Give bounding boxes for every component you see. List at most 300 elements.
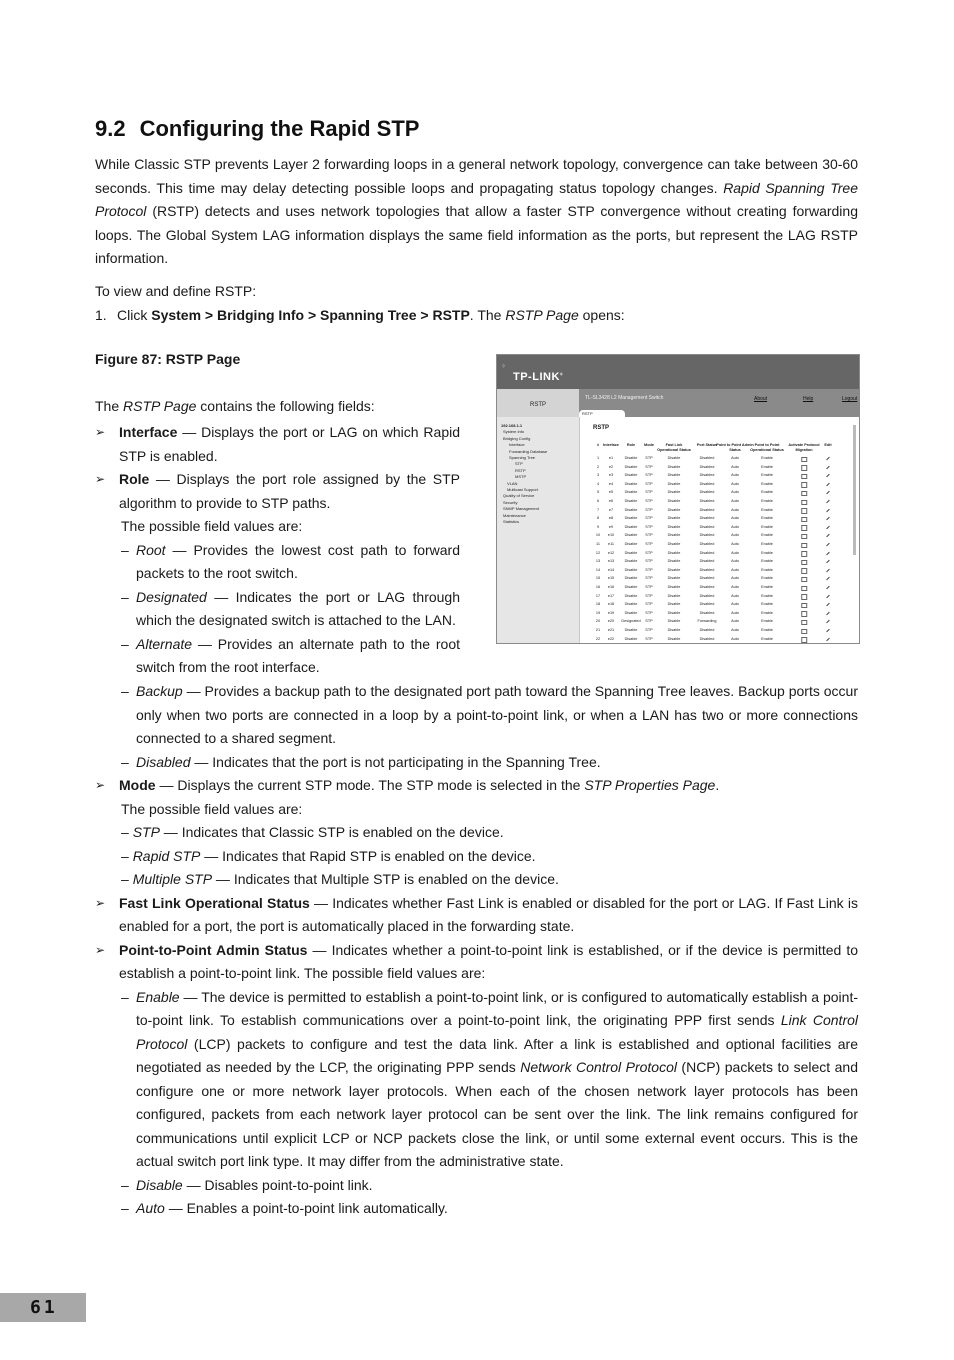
table-cell: Auto	[731, 602, 739, 607]
table-cell: e8	[608, 516, 614, 521]
table-cell: STP	[645, 559, 653, 564]
table-cell: Auto	[731, 507, 739, 512]
field-desc: — Displays the current STP mode. The STP mode is selected in the	[155, 777, 585, 793]
protocol-migration-checkbox[interactable]	[801, 543, 807, 549]
table-cell: Disabled	[699, 524, 715, 529]
table-cell: 14	[595, 567, 601, 572]
table-cell: e19	[607, 610, 615, 615]
table-cell: 19	[595, 610, 601, 615]
table-cell: Disabled	[699, 507, 715, 512]
protocol-migration-checkbox[interactable]	[801, 586, 807, 592]
protocol-migration-checkbox[interactable]	[801, 500, 807, 506]
table-cell: Auto	[731, 559, 739, 564]
table-cell: Disable	[624, 610, 638, 615]
column-header: Role	[626, 443, 636, 447]
tree-item[interactable]: STP	[515, 461, 523, 467]
table-cell: Auto	[731, 481, 739, 486]
table-cell: Enable	[761, 490, 773, 495]
value-name: Enable	[136, 988, 180, 1005]
table-cell: Disable	[624, 481, 638, 486]
tree-item[interactable]: 192.168.1.1	[501, 423, 523, 428]
values-label: The possible field values are:	[121, 518, 303, 534]
contains-line	[95, 398, 375, 414]
tree-item[interactable]: Bridging Config	[503, 435, 531, 441]
column-header: #	[596, 443, 600, 447]
edit-pencil-icon[interactable]	[826, 551, 830, 555]
protocol-migration-checkbox[interactable]	[801, 474, 807, 480]
step-pre: Click	[117, 307, 152, 323]
edit-pencil-icon[interactable]	[826, 586, 830, 590]
table-cell: STP	[645, 628, 653, 632]
table-cell: Disable	[667, 602, 681, 607]
protocol-migration-checkbox[interactable]	[801, 568, 807, 574]
protocol-migration-checkbox[interactable]	[801, 629, 807, 635]
tree-item[interactable]: Maintenance	[503, 512, 526, 518]
tree-item[interactable]: Multicast Support	[507, 487, 538, 492]
protocol-migration-checkbox[interactable]	[801, 577, 807, 583]
table-cell: Enable	[761, 559, 773, 564]
table-cell: Disable	[667, 585, 681, 589]
dash: –	[121, 847, 129, 864]
table-cell: Enable	[761, 576, 773, 581]
table-cell: Disable	[667, 542, 681, 546]
table-cell: e10	[607, 533, 615, 538]
value-name: STP	[132, 824, 160, 840]
table-cell: Disable	[667, 550, 681, 555]
table-cell: Disable	[624, 533, 638, 538]
edit-pencil-icon[interactable]	[826, 569, 830, 573]
table-cell: Disabled	[699, 610, 715, 615]
logo-registered: ®	[559, 371, 564, 377]
field-desc-end: .	[715, 777, 720, 793]
edit-pencil-icon[interactable]	[826, 457, 830, 461]
protocol-migration-checkbox[interactable]	[801, 637, 807, 643]
edit-pencil-icon[interactable]	[826, 603, 830, 607]
tree-item[interactable]: Security	[503, 499, 518, 505]
table-cell: Disable	[667, 636, 681, 641]
dash: –	[121, 541, 129, 558]
table-cell: Disabled	[699, 636, 715, 641]
dash: –	[121, 1200, 129, 1216]
field-interface	[95, 421, 460, 468]
protocol-migration-checkbox[interactable]	[801, 491, 807, 497]
edit-pencil-icon[interactable]	[826, 526, 830, 530]
edit-pencil-icon[interactable]	[826, 474, 830, 478]
table-cell: Enable	[761, 628, 773, 632]
tree-item[interactable]: Interface	[509, 442, 525, 448]
table-cell: Disabled	[699, 456, 715, 460]
value-desc-italic: Link Control Protocol	[136, 1012, 859, 1052]
table-cell: Disable	[667, 456, 681, 460]
column-header: Port Status	[696, 443, 718, 447]
table-cell: Disable	[624, 559, 638, 564]
table-cell: e11	[607, 542, 615, 546]
field-desc-italic: STP Properties Page	[584, 777, 716, 793]
table-cell: Enable	[761, 499, 773, 503]
value-name: Auto	[136, 1200, 165, 1216]
bullet-arrow-icon: ➢	[95, 425, 106, 439]
table-cell: Designated	[621, 619, 641, 624]
edit-pencil-icon[interactable]	[826, 500, 830, 504]
table-cell: Disable	[667, 524, 681, 529]
field-fast-link	[95, 892, 858, 939]
value-desc: — Indicates that the port is not participating in the Spanning Tree.	[190, 753, 601, 770]
fields-continued	[95, 680, 858, 1221]
edit-pencil-icon[interactable]	[826, 508, 830, 512]
help-link[interactable]: Help	[803, 396, 814, 402]
field-desc: — Displays the port or LAG on which Rapid STP is enabled.	[119, 424, 460, 464]
edit-pencil-icon[interactable]	[826, 620, 830, 624]
value-desc: — Indicates that Rapid STP is enabled on the device.	[200, 847, 536, 864]
table-cell: 8	[596, 516, 600, 521]
table-cell: e7	[608, 507, 614, 512]
column-header: Point to Point Operational Status	[750, 443, 784, 452]
table-cell: Disable	[624, 636, 638, 641]
table-cell: Enable	[761, 585, 773, 589]
intro-italic: Rapid Spanning Tree Protocol	[95, 179, 858, 219]
table-cell: Disable	[624, 585, 638, 589]
table-cell: STP	[645, 636, 653, 641]
section-title: Configuring the Rapid STP	[139, 116, 420, 141]
bullet-arrow-icon: ➢	[95, 778, 106, 792]
table-cell: Disable	[624, 456, 638, 460]
table-cell: Enable	[761, 507, 773, 512]
tree-item[interactable]: MSTP	[515, 474, 527, 480]
table-cell: Auto	[731, 619, 739, 624]
table-cell: e3	[608, 473, 614, 478]
tree-item[interactable]: Forwarding Database	[509, 448, 548, 454]
table-cell: STP	[645, 593, 653, 598]
field-term: Mode	[119, 777, 156, 793]
protocol-migration-checkbox[interactable]	[801, 551, 807, 557]
table-cell: Enable	[761, 602, 773, 607]
table-cell: Disabled	[699, 542, 715, 546]
edit-pencil-icon[interactable]	[826, 560, 830, 564]
field-desc: — Indicates whether a point-to-point link is established, or if the device is permitted to establish a point-to-point link. The possible field values are:	[119, 941, 859, 981]
scrollbar[interactable]	[853, 425, 856, 555]
field-term: Interface	[119, 424, 178, 440]
field-desc: — Indicates whether Fast Link is enabled or disabled for the port or LAG. If Fast Link is enabled for a port, the port is automatically placed in the forwarding state.	[119, 894, 858, 934]
value-desc: — Provides an alternate path to the root switch from the root interface.	[136, 635, 460, 675]
protocol-migration-checkbox[interactable]	[801, 594, 807, 600]
table-cell: STP	[645, 473, 653, 478]
field-term: Fast Link Operational Status	[119, 894, 310, 911]
table-cell: Enable	[761, 473, 773, 478]
tree-item[interactable]: SNMP Management	[503, 506, 539, 512]
table-cell: Auto	[731, 636, 739, 641]
protocol-migration-checkbox[interactable]	[801, 508, 807, 514]
value-name: Disable	[136, 1176, 183, 1193]
value-name: Backup	[136, 683, 183, 699]
protocol-migration-checkbox[interactable]	[801, 620, 807, 626]
table-cell: Disabled	[699, 473, 715, 478]
protocol-migration-checkbox[interactable]	[801, 482, 807, 488]
table-cell: STP	[645, 499, 653, 503]
table-cell: Auto	[731, 550, 739, 555]
table-cell: Disabled	[699, 516, 715, 521]
table-cell: Enable	[761, 550, 773, 555]
table-cell: Disable	[667, 464, 681, 469]
table-cell: Auto	[731, 533, 739, 538]
table-cell: Disable	[667, 619, 681, 624]
column-header: Edit	[824, 443, 832, 447]
value-desc: — Disables point-to-point link.	[182, 1176, 373, 1193]
value-desc: — Indicates the port or LAG through which the designated switch is attached to the LAN.	[136, 588, 460, 628]
table-cell: Disabled	[699, 550, 715, 555]
table-cell: e21	[607, 628, 615, 632]
table-cell: Auto	[731, 542, 739, 546]
table-cell: Disable	[624, 542, 638, 546]
edit-pencil-icon[interactable]	[826, 517, 830, 521]
table-cell: 10	[595, 533, 601, 538]
table-cell: 4	[596, 481, 600, 486]
logo-mark-icon: ⁘	[501, 364, 507, 370]
table-cell: Disable	[667, 610, 681, 615]
table-cell: Auto	[731, 524, 739, 529]
intro-text-2: (RSTP) detects and uses network topologies that allow a faster STP convergence without creating forwarding loops. The Global System LAG information displays the same field information as the ports, but represent the LAG RSTP information.	[95, 203, 858, 266]
table-cell: Disable	[667, 473, 681, 478]
tab-rstp[interactable]: RSTP	[579, 410, 625, 418]
field-term: Role	[119, 471, 150, 487]
table-cell: e18	[607, 602, 615, 607]
bullet-arrow-icon: ➢	[95, 895, 106, 910]
table-cell: Disable	[667, 593, 681, 598]
nav-tree	[497, 417, 580, 643]
table-cell: Disable	[667, 507, 681, 512]
menu-path: System > Bridging Info > Spanning Tree > RSTP	[151, 307, 470, 323]
table-cell: 22	[595, 636, 601, 641]
table-cell: 21	[595, 628, 601, 632]
table-cell: e9	[608, 524, 614, 529]
table-cell: Disabled	[699, 593, 715, 598]
table-cell: e2	[608, 464, 614, 469]
table-cell: 18	[595, 602, 601, 607]
table-cell: e15	[607, 576, 615, 581]
table-cell: Enable	[761, 456, 773, 460]
table-cell: STP	[645, 567, 653, 572]
table-cell: Disable	[624, 550, 638, 555]
table-cell: Enable	[761, 593, 773, 598]
protocol-migration-checkbox[interactable]	[801, 457, 807, 463]
table-cell: Disable	[624, 464, 638, 469]
value-name: Multiple STP	[132, 871, 213, 887]
table-cell: Enable	[761, 481, 773, 486]
table-cell: Disabled	[699, 481, 715, 486]
column-header: Mode	[644, 443, 654, 447]
table-cell: e4	[608, 481, 614, 486]
table-cell: Auto	[731, 585, 739, 589]
edit-pencil-icon[interactable]	[826, 612, 830, 616]
table-cell: Enable	[761, 636, 773, 641]
edit-pencil-icon[interactable]	[826, 534, 830, 538]
tree-item[interactable]: Statistics	[503, 519, 520, 524]
edit-pencil-icon[interactable]	[826, 491, 830, 495]
table-cell: Disable	[667, 567, 681, 572]
table-cell: Disable	[667, 576, 681, 581]
table-cell: Auto	[731, 576, 739, 581]
mode-value	[95, 821, 858, 845]
table-cell: 5	[596, 490, 600, 495]
contains-post: contains the following fields:	[196, 398, 375, 414]
table-cell: Auto	[731, 610, 739, 615]
table-cell: 7	[596, 507, 600, 512]
logout-link[interactable]: Logout	[842, 396, 858, 402]
table-cell: Disabled	[699, 533, 715, 538]
table-cell: Disable	[667, 516, 681, 521]
table-cell: STP	[645, 533, 653, 538]
role-value	[95, 539, 460, 586]
table-cell: e16	[607, 585, 615, 589]
section-heading	[95, 116, 419, 142]
table-cell: Disable	[667, 481, 681, 486]
table-cell: e12	[607, 550, 615, 555]
table-cell: Enable	[761, 567, 773, 572]
edit-pencil-icon[interactable]	[826, 629, 830, 633]
field-desc: — Displays the port role assigned by the STP algorithm to provide to STP paths.	[119, 471, 460, 511]
logo-text: TP-LINK	[513, 371, 560, 383]
intro-text-1: While Classic STP prevents Layer 2 forwarding loops in a general network topology, convergence can take between 30-60 seconds. This time may delay detecting possible loops and propagating status topology changes.	[95, 156, 858, 196]
contains-pre: The	[95, 398, 124, 414]
table-cell: Auto	[731, 516, 739, 521]
table-cell: STP	[645, 490, 653, 495]
edit-pencil-icon[interactable]	[826, 577, 830, 581]
table-cell: Enable	[761, 516, 773, 521]
table-cell: e1	[608, 456, 614, 460]
table-cell: 16	[595, 585, 601, 589]
tree-item[interactable]: VLAN	[507, 480, 518, 486]
tree-item[interactable]: System Info	[503, 429, 525, 435]
table-cell: Disable	[667, 559, 681, 564]
tp-link-logo	[513, 371, 563, 383]
table-cell: Enable	[761, 524, 773, 529]
table-cell: Disable	[624, 524, 638, 529]
table-cell: Disable	[667, 490, 681, 495]
table-cell: Auto	[731, 473, 739, 478]
table-cell: Disable	[624, 516, 638, 521]
tree-item[interactable]: Quality of Service	[503, 493, 535, 499]
table-cell: Enable	[761, 542, 773, 546]
fields-column	[95, 421, 460, 680]
table-cell: Forwarding	[697, 619, 717, 624]
value-desc-italic: Network Control Protocol	[520, 1059, 677, 1075]
protocol-migration-checkbox[interactable]	[801, 603, 807, 609]
protocol-migration-checkbox[interactable]	[801, 560, 807, 566]
value-desc: — Indicates that Multiple STP is enabled on the device.	[212, 871, 559, 887]
protocol-migration-checkbox[interactable]	[801, 611, 807, 617]
table-cell: 6	[596, 499, 600, 503]
step-page-name: RSTP Page	[505, 307, 579, 323]
protocol-migration-checkbox[interactable]	[801, 465, 807, 471]
dash: –	[121, 635, 129, 652]
table-cell: Disabled	[699, 567, 715, 572]
table-cell: STP	[645, 464, 653, 469]
table-cell: Auto	[731, 464, 739, 469]
table-cell: e20	[607, 619, 615, 624]
table-cell: Enable	[761, 464, 773, 469]
bullet-arrow-icon: ➢	[95, 472, 106, 486]
bullet-arrow-icon: ➢	[95, 942, 106, 957]
step-mid: . The	[469, 307, 506, 323]
protocol-migration-checkbox[interactable]	[801, 534, 807, 540]
edit-pencil-icon[interactable]	[826, 465, 830, 469]
value-name: Disabled	[136, 753, 191, 770]
table-cell: 9	[596, 524, 600, 529]
contains-italic: RSTP Page	[123, 398, 197, 414]
table-cell: 17	[595, 593, 601, 598]
table-cell: STP	[645, 507, 653, 512]
edit-pencil-icon[interactable]	[826, 637, 830, 641]
value-name: Alternate	[136, 635, 193, 652]
value-desc: — Enables a point-to-point link automatically.	[164, 1200, 448, 1216]
table-cell: Disable	[624, 602, 638, 607]
column-header: Point to Point Admin Status	[716, 443, 754, 452]
table-cell: e5	[608, 490, 614, 495]
edit-pencil-icon[interactable]	[826, 483, 830, 487]
tree-item[interactable]: Spanning Tree	[509, 455, 536, 460]
role-value	[95, 633, 460, 680]
value-desc: — The device is permitted to establish a point-to-point link, or is configured to automatically establish a point-to-point link. To establish communications over a point-to-point link, the originating PPP first sends	[136, 988, 858, 1028]
intro-paragraph	[95, 153, 858, 271]
table-cell: 13	[595, 559, 601, 564]
table-cell: Disabled	[699, 602, 715, 607]
tree-item[interactable]: RSTP	[515, 467, 526, 473]
table-cell: Auto	[731, 628, 739, 632]
role-value	[95, 680, 858, 751]
dash: –	[121, 753, 129, 770]
p2p-value	[95, 1197, 858, 1221]
table-cell: e14	[607, 567, 615, 572]
table-cell: 12	[595, 550, 601, 555]
table-cell: Disabled	[699, 576, 715, 581]
value-name: Designated	[136, 588, 207, 605]
table-cell: e22	[607, 636, 615, 641]
role-value	[95, 751, 858, 775]
value-desc: — Provides the lowest cost path to forward packets to the root switch.	[136, 541, 460, 581]
table-cell: Disable	[667, 533, 681, 538]
table-cell: Disabled	[699, 464, 715, 469]
table-cell: 11	[596, 542, 600, 546]
protocol-migration-checkbox[interactable]	[801, 525, 807, 531]
table-cell: STP	[645, 516, 653, 521]
mode-value	[95, 845, 858, 869]
field-term: Point-to-Point Admin Status	[119, 941, 308, 958]
table-cell: Auto	[731, 490, 739, 495]
protocol-migration-checkbox[interactable]	[801, 517, 807, 523]
about-link[interactable]: About	[754, 396, 768, 402]
table-cell: Enable	[761, 619, 773, 624]
value-desc: (NCP) packets to select and configure one or more network layer protocols. When each of the chosen network layer protocols has been configured, packets from each network layer protocol can be sent over the link. The link remains configured for communications until explicit LCP or NCP packets close the link, or until some external event occurs. This is the actual switch port link type. It may differ from the administrative state.	[136, 1059, 858, 1169]
value-name: Rapid STP	[132, 847, 201, 864]
table-cell: 20	[595, 619, 601, 624]
table-cell: Auto	[731, 593, 739, 598]
value-name: Root	[136, 541, 166, 558]
column-header: Interface	[603, 443, 619, 447]
table-cell: STP	[645, 542, 653, 546]
table-cell: Disable	[624, 473, 638, 478]
field-role	[95, 468, 460, 515]
rstp-page-screenshot	[496, 354, 860, 644]
table-cell: Disable	[624, 499, 638, 503]
value-desc: (LCP) packets to configure and test the data link. After a link is established and optional facilities are negotiated as needed by the LCP, the originating PPP sends	[136, 1035, 858, 1075]
dash: –	[121, 988, 129, 1005]
table-cell: Disable	[624, 628, 638, 632]
column-header: Fast Link Operational Status	[657, 443, 691, 452]
section-number: 9.2	[95, 116, 126, 141]
table-cell: STP	[645, 456, 653, 460]
table-cell: Disable	[624, 490, 638, 495]
edit-pencil-icon[interactable]	[826, 543, 830, 547]
edit-pencil-icon[interactable]	[826, 594, 830, 598]
